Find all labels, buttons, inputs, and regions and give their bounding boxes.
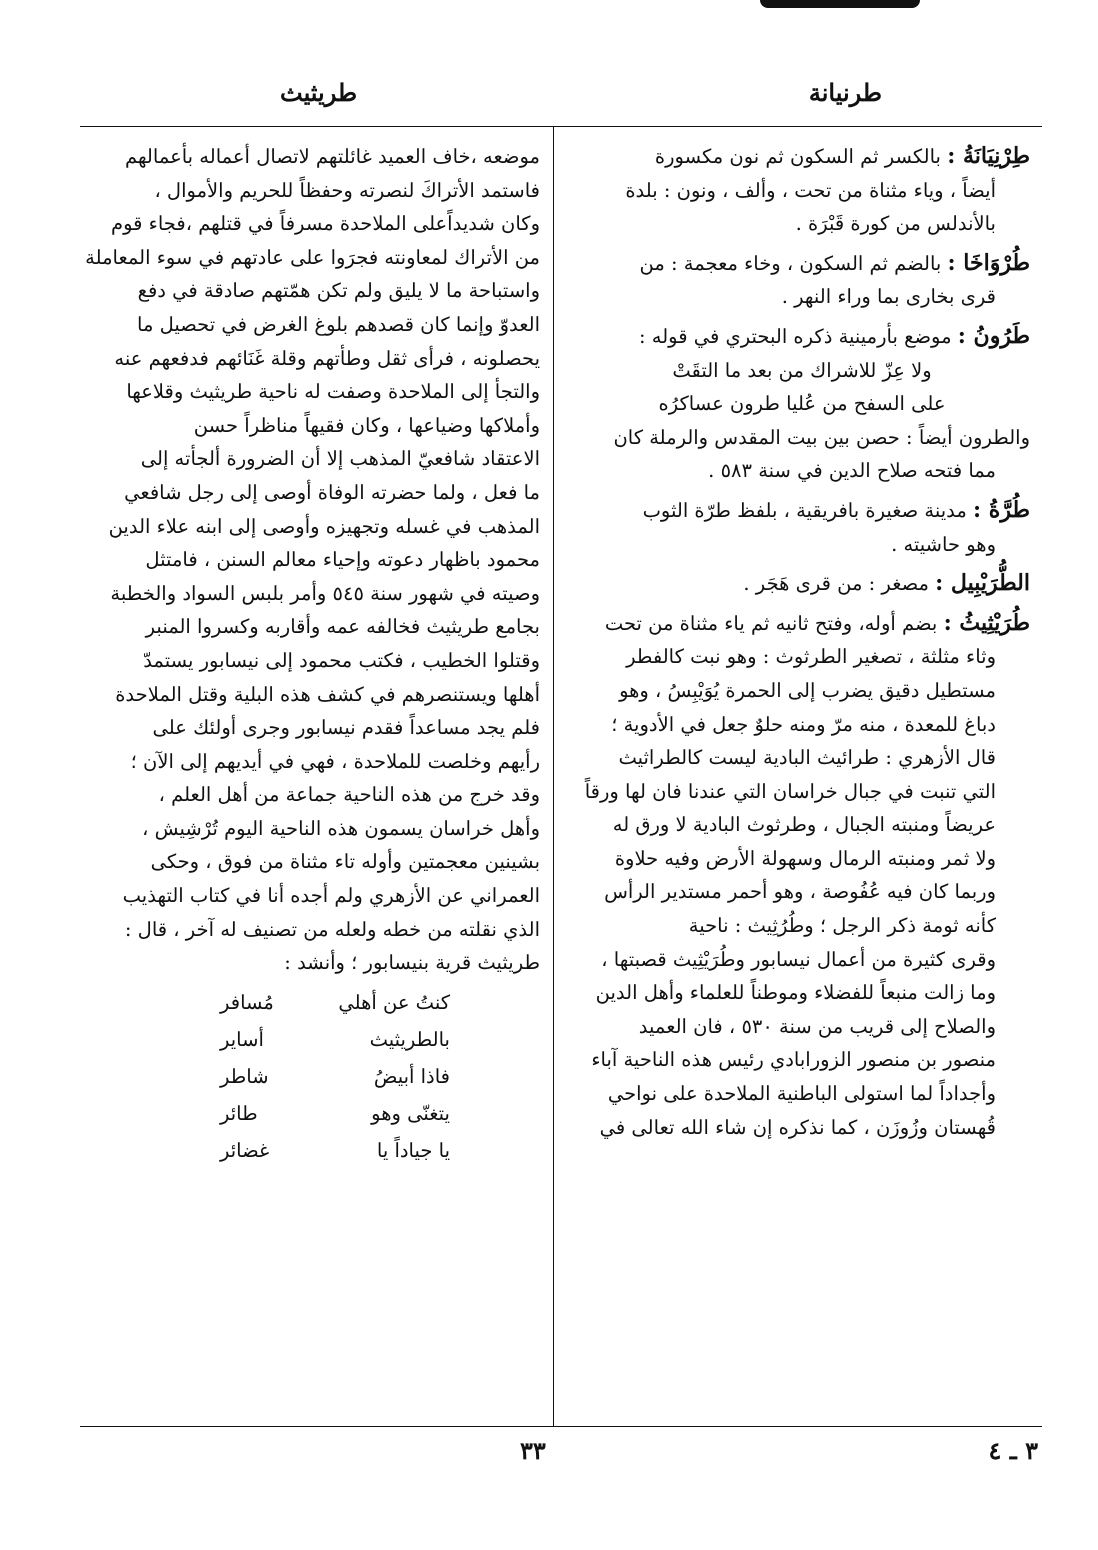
running-head-right: طرنيانة: [808, 78, 882, 107]
body-text-line: محمود باظهار دعوته وإحياء معالم السنن ، فامتثل: [145, 548, 540, 572]
body-text-line: يحصلونه ، فرأى ثقل وطأتهم وقلة غَنَائهم فدفعهم عنه: [114, 346, 540, 370]
entry-text-line: وأجداداً لما استولى الباطنية الملاحدة على نواحي: [607, 1082, 996, 1106]
entry-text-line: مصغر : من قرى هَجَر .: [743, 572, 929, 596]
entry-text-line: مدينة صغيرة بافريقية ، بلفظ طرّة الثوب: [642, 498, 967, 522]
body-text-line: وأملاكها وضياعها ، وكان فقيهاً مناظراً حسن: [193, 413, 540, 437]
left-column: [84, 140, 540, 1169]
header-rule: [80, 126, 1042, 127]
entry-text-line: مستطيل دقيق يضرب إلى الحمرة يُوَيْبِسُ ، وهو: [619, 678, 996, 702]
poem-line: [220, 1095, 450, 1132]
poem-hemistich-second: شاطر: [220, 1064, 269, 1088]
body-text-line: أهلها ويستنصرهم في كشف هذه البلية وقتل الملاحدة: [115, 682, 540, 706]
entry-headword: طُرَيْثِيثُ :: [943, 609, 1030, 636]
entry-text-line: وهو حاشيته .: [891, 532, 996, 556]
poem-hemistich-second: غضائر: [220, 1138, 270, 1162]
entry-text-line: موضع بأرمينية ذكره البحتري في قوله :: [638, 324, 952, 348]
dictionary-entry: [574, 607, 1030, 1145]
entry-text-line: مما فتحه صلاح الدين في سنة ٥٨٣ .: [708, 459, 996, 483]
poem-line: [220, 984, 450, 1021]
poem-hemistich-second: أساير: [220, 1027, 264, 1051]
entry-text-line: بالأندلس من كورة قَبْرَة .: [795, 212, 996, 236]
verse-line: ولا عِزّ للاشراك من بعد ما التقَتْ: [672, 358, 932, 382]
entry-text-line: وقرى كثيرة من أعمال نيسابور وطُرَيْثِيث قصبتها ،: [601, 947, 996, 971]
column-divider: [553, 126, 554, 1426]
body-text-line: من الأتراك لمعاونته فجرَوا على عادتهم في سوء المعاملة: [85, 245, 540, 269]
entry-text-line: التي تنبت في جبال خراسان التي عندنا فان لها ورقاً: [584, 779, 996, 803]
entry-text-line: بالكسر ثم السكون ثم نون مكسورة: [654, 145, 941, 168]
poem-line: [220, 1058, 450, 1095]
poem-hemistich-first: فاذا أبيضُ: [373, 1064, 450, 1088]
body-text-line: وأهل خراسان يسمون هذه الناحية اليوم تُرْشِيش ،: [142, 816, 540, 840]
verse-line: على السفح من عُليا طرون عساكرُه: [658, 392, 946, 416]
body-text-line: المذهب في غسله وتجهيزه وأوصى إلى ابنه علاء الدين: [108, 514, 540, 538]
body-text-line: وكان شديداًعلى الملاحدة مسرفاً في قتلهم ،فجاء قوم: [111, 212, 540, 236]
entry-text-line: وربما كان فيه عُفُوصة ، وهو أحمر مستدير الرأس: [604, 880, 996, 904]
poem-hemistich-first: يا جياداً يا: [376, 1138, 450, 1162]
poem-hemistich-first: بالطريثيث: [369, 1027, 450, 1051]
dictionary-entry: [574, 320, 1030, 488]
body-text-line: العمراني عن الأزهري ولم أجده أنا في كتاب التهذيب: [122, 884, 540, 908]
dictionary-entry: [574, 567, 1030, 601]
page-header: [80, 70, 1042, 120]
entry-headword: طُرَّةُ :: [973, 496, 1030, 523]
body-text-line: بشينين معجمتين وأوله تاء مثناة من فوق ، وحكى: [150, 850, 540, 874]
entry-headword: طَرُونُ :: [957, 322, 1030, 349]
poem-line: [220, 1132, 450, 1169]
entry-text-line: قُهستان وزُوزَن ، كما نذكره إن شاء الله تعالى في: [599, 1115, 996, 1139]
entry-text-line: بضم أوله، وفتح ثانيه ثم ياء مثناة من تحت: [604, 611, 938, 635]
poem-line: [220, 1021, 450, 1058]
entry-headword: الطُّرَيْبِيل :: [935, 570, 1030, 597]
page-number: ٣٣: [520, 1436, 546, 1465]
body-text-line: وقد خرج من هذه الناحية جماعة من أهل العلم ،: [158, 783, 540, 807]
body-text-line: فلم يجد مساعداً فقدم نيسابور وجرى أولئك على: [152, 716, 540, 740]
poem-hemistich-second: مُسافر: [220, 990, 274, 1014]
entry-text-line: والصلاح إلى قريب من سنة ٥٣٠ ، فان العميد: [638, 1014, 996, 1038]
dictionary-entry: [574, 247, 1030, 314]
body-text-line: العدوّ وإنما كان قصدهم بلوغ الغرض في تحصيل ما: [137, 312, 540, 336]
entry-headword: طِرْنِيَانَةُ :: [947, 143, 1030, 169]
entry-text-line: منصور بن منصور الزورابادي رئيس هذه الناحية آباء: [591, 1048, 996, 1072]
entry-text-line: أيضاً ، وياء مثناة من تحت ، وألف ، ونون : بلدة: [625, 178, 996, 202]
poem-hemistich-second: طائر: [220, 1101, 258, 1125]
dictionary-entry: [574, 494, 1030, 561]
entry-text-line: والطرون أيضاً : حصن بين بيت المقدس والرملة كان: [613, 425, 1030, 449]
footer-rule: [80, 1426, 1042, 1427]
entry-text-line: دباغ للمعدة ، منه مرّ ومنه حلوٌ جعل في الأدوية ؛: [611, 712, 996, 736]
entry-text-line: قال الأزهري : طرائيث البادية ليست كالطراثيث: [618, 746, 996, 770]
dictionary-entry: [574, 140, 1030, 241]
signature-mark: ٣ ـ ٤: [988, 1436, 1038, 1465]
body-text-line: موضعه ،خاف العميد غائلتهم لاتصال أعماله بأعمالهم: [124, 145, 540, 168]
poem-block: [84, 984, 540, 1169]
body-text-line: الاعتقاد شافعيّ المذهب إلا أن الضرورة ألجأته إلى: [140, 447, 540, 471]
body-text-line: وصيته في شهور سنة ٥٤٥ وأمر بلبس السواد والخطبة: [110, 581, 540, 605]
poem-hemistich-first: كنتُ عن أهلي: [338, 990, 450, 1014]
body-text-line: طريثيث قرية بنيسابور ؛ وأنشد :: [284, 951, 540, 975]
entry-text-line: وما زالت منبعاً للفضلاء وموطناً للعلماء وأهل الدين: [595, 981, 996, 1005]
running-head-left: طريثيث: [280, 78, 358, 107]
body-text-line: رأيهم وخلصت للملاحدة ، فهي في أيديهم إلى الآن ؛: [130, 749, 540, 773]
entry-text-line: عريضاً ومنبته الجبال ، وطرثوث البادية لا ورق له: [612, 813, 996, 837]
body-text-line: ما فعل ، ولما حضرته الوفاة أوصى إلى رجل شافعي: [124, 480, 540, 504]
body-text-line: والتجأ إلى الملاحدة وصفت له ناحية طريثيث وقلاعها: [126, 380, 540, 404]
entry-text-line: ولا ثمر ومنبته الرمال وسهولة الأرض وفيه حلاوة: [614, 846, 996, 870]
right-column: [574, 140, 1030, 1150]
body-text-line: واستباحة ما لا يليق ولم تكن همّتهم صادقة في دفع: [137, 279, 540, 303]
body-text-line: فاستمد الأتراكَ لنصرته وحفظاً للحريم والأموال ،: [154, 178, 540, 202]
entry-text-line: بالضم ثم السكون ، وخاء معجمة : من: [639, 251, 942, 275]
entry-text-line: وثاء مثلثة ، تصغير الطرثوث : وهو نبت كالفطر: [626, 645, 996, 669]
entry-text-line: كأنه ثومة ذكر الرجل ؛ وطُرُثِيث : ناحية: [688, 914, 996, 938]
body-text-line: وقتلوا الخطيب ، فكتب محمود إلى نيسابور يستمدّ: [143, 648, 540, 672]
top-edge-mark: [760, 0, 920, 8]
body-text-line: الذي نقلته من خطه ولعله من تصنيف له آخر ، قال :: [124, 917, 540, 941]
poem-hemistich-first: يتغنّى وهو: [371, 1101, 450, 1125]
body-text-line: بجامع طريثيث فخالفه عمه وأقاربه وكسروا المنبر: [145, 615, 540, 639]
entry-text-line: قرى بخارى بما وراء النهر .: [781, 285, 996, 309]
entry-headword: طُرْوَاخَا :: [947, 249, 1030, 276]
